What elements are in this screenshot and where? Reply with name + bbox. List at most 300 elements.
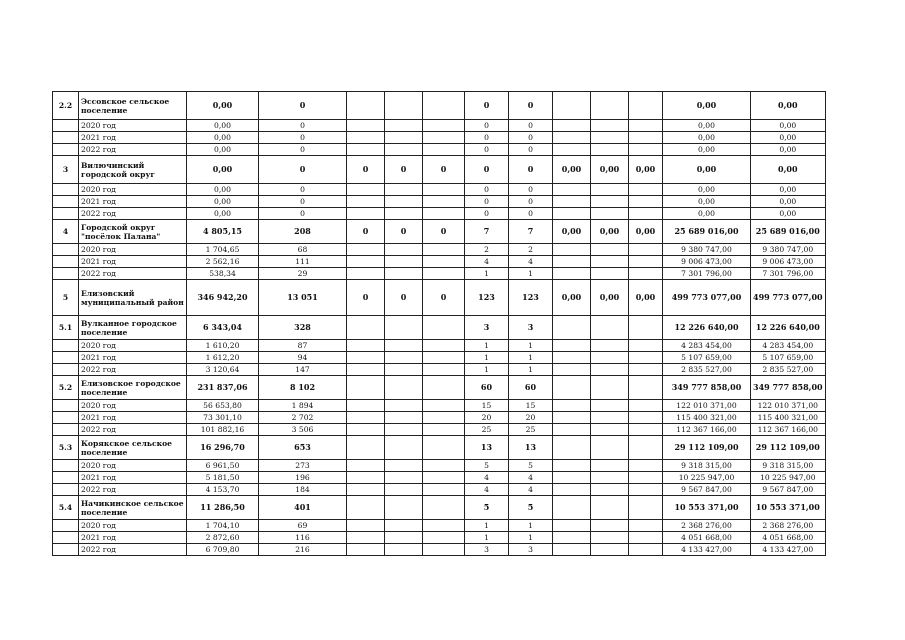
value-cell: 4 xyxy=(465,472,509,484)
name-cell: Корякское сельское поселение xyxy=(79,436,187,460)
value-cell xyxy=(591,412,629,424)
name-cell: Городской округ "посёлок Палана" xyxy=(79,220,187,244)
value-cell xyxy=(385,412,423,424)
value-cell xyxy=(385,196,423,208)
value-cell: 9 567 847,00 xyxy=(751,484,826,496)
value-cell xyxy=(591,256,629,268)
value-cell xyxy=(347,376,385,400)
value-cell xyxy=(385,256,423,268)
value-cell: 123 xyxy=(465,280,509,316)
value-cell xyxy=(385,520,423,532)
value-cell xyxy=(385,424,423,436)
value-cell xyxy=(629,132,663,144)
value-cell xyxy=(591,316,629,340)
table-row-year xyxy=(53,184,826,196)
value-cell: 401 xyxy=(259,496,347,520)
table-row-year xyxy=(53,460,826,472)
value-cell: 147 xyxy=(259,364,347,376)
value-cell: 1 612,20 xyxy=(187,352,259,364)
value-cell xyxy=(347,316,385,340)
table-row-municipality xyxy=(53,496,826,520)
value-cell xyxy=(385,144,423,156)
value-cell: 116 xyxy=(259,532,347,544)
row-number-cell xyxy=(53,472,79,484)
value-cell: 0 xyxy=(465,156,509,184)
value-cell: 3 xyxy=(465,316,509,340)
row-number-cell: 3 xyxy=(53,156,79,184)
value-cell: 9 006 473,00 xyxy=(663,256,751,268)
name-cell: 2022 год xyxy=(79,144,187,156)
housing-program-table xyxy=(52,91,826,556)
value-cell xyxy=(423,364,465,376)
value-cell: 0,00 xyxy=(629,280,663,316)
value-cell xyxy=(629,484,663,496)
value-cell: 2 835 527,00 xyxy=(663,364,751,376)
table-row-year xyxy=(53,340,826,352)
value-cell xyxy=(385,340,423,352)
row-number-cell xyxy=(53,364,79,376)
value-cell xyxy=(553,340,591,352)
value-cell xyxy=(423,520,465,532)
value-cell: 0,00 xyxy=(751,120,826,132)
value-cell xyxy=(553,472,591,484)
value-cell: 10 225 947,00 xyxy=(663,472,751,484)
name-cell: Елизовское городское поселение xyxy=(79,376,187,400)
value-cell: 0 xyxy=(259,184,347,196)
value-cell xyxy=(423,132,465,144)
value-cell: 0,00 xyxy=(187,184,259,196)
value-cell xyxy=(553,544,591,556)
name-cell: 2021 год xyxy=(79,472,187,484)
table-body xyxy=(53,92,826,556)
value-cell: 0 xyxy=(347,280,385,316)
value-cell: 20 xyxy=(509,412,553,424)
value-cell: 0 xyxy=(347,220,385,244)
table-row-municipality xyxy=(53,280,826,316)
value-cell: 3 xyxy=(465,544,509,556)
value-cell xyxy=(591,132,629,144)
value-cell: 0 xyxy=(465,184,509,196)
value-cell: 10 225 947,00 xyxy=(751,472,826,484)
value-cell xyxy=(347,132,385,144)
value-cell xyxy=(423,256,465,268)
value-cell xyxy=(423,184,465,196)
table-row-municipality xyxy=(53,436,826,460)
value-cell xyxy=(423,316,465,340)
value-cell: 349 777 858,00 xyxy=(663,376,751,400)
value-cell: 0,00 xyxy=(187,120,259,132)
name-cell: 2020 год xyxy=(79,120,187,132)
row-number-cell xyxy=(53,532,79,544)
row-number-cell xyxy=(53,268,79,280)
value-cell xyxy=(591,364,629,376)
value-cell xyxy=(347,92,385,120)
value-cell: 328 xyxy=(259,316,347,340)
value-cell xyxy=(553,412,591,424)
name-cell: 2020 год xyxy=(79,400,187,412)
table-row-municipality xyxy=(53,220,826,244)
value-cell xyxy=(591,544,629,556)
table-row-municipality xyxy=(53,316,826,340)
row-number-cell: 5.3 xyxy=(53,436,79,460)
value-cell xyxy=(629,120,663,132)
name-cell: Начикинское сельское поселение xyxy=(79,496,187,520)
value-cell: 1 xyxy=(465,268,509,280)
value-cell xyxy=(629,340,663,352)
value-cell xyxy=(553,424,591,436)
value-cell xyxy=(553,256,591,268)
value-cell: 0 xyxy=(259,144,347,156)
value-cell xyxy=(347,472,385,484)
value-cell xyxy=(423,484,465,496)
value-cell: 5 107 659,00 xyxy=(663,352,751,364)
value-cell xyxy=(629,92,663,120)
value-cell: 1 xyxy=(509,352,553,364)
table-row-municipality xyxy=(53,376,826,400)
value-cell: 0 xyxy=(259,156,347,184)
value-cell: 1 xyxy=(465,352,509,364)
value-cell xyxy=(423,208,465,220)
value-cell: 0 xyxy=(465,208,509,220)
value-cell xyxy=(591,340,629,352)
table-row-year xyxy=(53,424,826,436)
value-cell: 9 318 315,00 xyxy=(751,460,826,472)
row-number-cell xyxy=(53,208,79,220)
row-number-cell xyxy=(53,352,79,364)
value-cell xyxy=(385,436,423,460)
value-cell xyxy=(385,400,423,412)
row-number-cell: 5 xyxy=(53,280,79,316)
value-cell: 0 xyxy=(259,132,347,144)
value-cell: 0 xyxy=(465,144,509,156)
table-row-year xyxy=(53,208,826,220)
value-cell: 0 xyxy=(385,280,423,316)
value-cell xyxy=(347,496,385,520)
value-cell: 2 835 527,00 xyxy=(751,364,826,376)
value-cell xyxy=(385,472,423,484)
value-cell: 112 367 166,00 xyxy=(663,424,751,436)
value-cell: 11 286,50 xyxy=(187,496,259,520)
value-cell xyxy=(591,520,629,532)
value-cell xyxy=(553,460,591,472)
value-cell xyxy=(423,376,465,400)
value-cell xyxy=(347,520,385,532)
name-cell: 2022 год xyxy=(79,208,187,220)
value-cell xyxy=(385,352,423,364)
value-cell: 349 777 858,00 xyxy=(751,376,826,400)
value-cell: 0,00 xyxy=(751,132,826,144)
value-cell xyxy=(423,92,465,120)
table-row-year xyxy=(53,244,826,256)
row-number-cell xyxy=(53,196,79,208)
value-cell: 2 368 276,00 xyxy=(751,520,826,532)
value-cell xyxy=(629,352,663,364)
table-row-municipality xyxy=(53,92,826,120)
value-cell: 0 xyxy=(423,280,465,316)
value-cell xyxy=(629,376,663,400)
value-cell: 208 xyxy=(259,220,347,244)
value-cell: 69 xyxy=(259,520,347,532)
value-cell: 20 xyxy=(465,412,509,424)
value-cell: 1 xyxy=(465,532,509,544)
name-cell: 2022 год xyxy=(79,484,187,496)
value-cell xyxy=(629,472,663,484)
value-cell xyxy=(347,268,385,280)
value-cell: 499 773 077,00 xyxy=(751,280,826,316)
table-row-year xyxy=(53,132,826,144)
value-cell xyxy=(553,120,591,132)
value-cell xyxy=(553,436,591,460)
value-cell xyxy=(385,532,423,544)
value-cell: 0,00 xyxy=(553,220,591,244)
value-cell: 3 506 xyxy=(259,424,347,436)
row-number-cell: 4 xyxy=(53,220,79,244)
value-cell xyxy=(385,544,423,556)
name-cell: 2020 год xyxy=(79,460,187,472)
value-cell: 60 xyxy=(465,376,509,400)
value-cell xyxy=(629,196,663,208)
value-cell: 0 xyxy=(509,92,553,120)
value-cell xyxy=(591,496,629,520)
value-cell: 4 283 454,00 xyxy=(751,340,826,352)
value-cell: 112 367 166,00 xyxy=(751,424,826,436)
value-cell: 0 xyxy=(509,184,553,196)
value-cell: 0,00 xyxy=(751,156,826,184)
name-cell: Вулканное городское поселение xyxy=(79,316,187,340)
value-cell xyxy=(385,132,423,144)
value-cell: 73 301,10 xyxy=(187,412,259,424)
value-cell: 123 xyxy=(509,280,553,316)
value-cell: 653 xyxy=(259,436,347,460)
value-cell: 5 xyxy=(465,496,509,520)
value-cell xyxy=(629,400,663,412)
value-cell: 1 894 xyxy=(259,400,347,412)
table-row-year xyxy=(53,484,826,496)
value-cell xyxy=(629,544,663,556)
value-cell: 1 610,20 xyxy=(187,340,259,352)
value-cell: 0,00 xyxy=(663,184,751,196)
value-cell: 0,00 xyxy=(751,92,826,120)
table-row-year xyxy=(53,520,826,532)
value-cell: 4 xyxy=(509,256,553,268)
value-cell xyxy=(553,400,591,412)
value-cell xyxy=(385,496,423,520)
value-cell xyxy=(553,268,591,280)
value-cell: 13 xyxy=(509,436,553,460)
value-cell xyxy=(347,120,385,132)
value-cell: 0,00 xyxy=(591,156,629,184)
table-row-year xyxy=(53,196,826,208)
value-cell: 0 xyxy=(509,196,553,208)
value-cell xyxy=(423,472,465,484)
value-cell xyxy=(347,340,385,352)
value-cell: 4 051 668,00 xyxy=(663,532,751,544)
name-cell: 2021 год xyxy=(79,256,187,268)
table-row-year xyxy=(53,532,826,544)
value-cell xyxy=(629,268,663,280)
value-cell xyxy=(591,144,629,156)
value-cell xyxy=(553,520,591,532)
value-cell: 94 xyxy=(259,352,347,364)
table-row-year xyxy=(53,412,826,424)
value-cell xyxy=(347,544,385,556)
value-cell: 0 xyxy=(259,120,347,132)
row-number-cell xyxy=(53,520,79,532)
value-cell xyxy=(591,92,629,120)
row-number-cell xyxy=(53,132,79,144)
value-cell xyxy=(385,268,423,280)
value-cell xyxy=(423,340,465,352)
value-cell: 0 xyxy=(465,132,509,144)
value-cell xyxy=(423,244,465,256)
value-cell xyxy=(591,460,629,472)
value-cell: 538,34 xyxy=(187,268,259,280)
value-cell xyxy=(629,520,663,532)
value-cell: 2 872,60 xyxy=(187,532,259,544)
value-cell: 0,00 xyxy=(663,120,751,132)
value-cell: 0,00 xyxy=(187,208,259,220)
value-cell: 0 xyxy=(509,132,553,144)
value-cell xyxy=(629,244,663,256)
value-cell xyxy=(423,196,465,208)
row-number-cell xyxy=(53,340,79,352)
value-cell: 0,00 xyxy=(187,156,259,184)
value-cell: 0,00 xyxy=(553,156,591,184)
value-cell xyxy=(553,208,591,220)
value-cell xyxy=(629,256,663,268)
name-cell: 2021 год xyxy=(79,132,187,144)
value-cell: 0 xyxy=(465,120,509,132)
value-cell xyxy=(347,364,385,376)
value-cell xyxy=(347,352,385,364)
table-row-municipality xyxy=(53,156,826,184)
value-cell: 0,00 xyxy=(187,132,259,144)
table-row-year xyxy=(53,472,826,484)
value-cell xyxy=(591,196,629,208)
row-number-cell: 5.1 xyxy=(53,316,79,340)
value-cell: 0,00 xyxy=(187,196,259,208)
value-cell: 4 153,70 xyxy=(187,484,259,496)
value-cell: 2 368 276,00 xyxy=(663,520,751,532)
name-cell: 2020 год xyxy=(79,340,187,352)
value-cell: 0 xyxy=(509,144,553,156)
value-cell xyxy=(423,424,465,436)
value-cell xyxy=(553,364,591,376)
value-cell: 13 xyxy=(465,436,509,460)
value-cell: 25 xyxy=(465,424,509,436)
value-cell xyxy=(347,436,385,460)
value-cell: 1 xyxy=(509,532,553,544)
name-cell: 2021 год xyxy=(79,412,187,424)
table-row-year xyxy=(53,144,826,156)
row-number-cell xyxy=(53,544,79,556)
table-row-year xyxy=(53,268,826,280)
value-cell: 9 380 747,00 xyxy=(751,244,826,256)
value-cell: 115 400 321,00 xyxy=(663,412,751,424)
value-cell: 0,00 xyxy=(751,208,826,220)
value-cell: 7 301 796,00 xyxy=(751,268,826,280)
value-cell xyxy=(347,532,385,544)
value-cell: 0 xyxy=(423,220,465,244)
value-cell: 15 xyxy=(509,400,553,412)
value-cell: 10 553 371,00 xyxy=(751,496,826,520)
name-cell: 2021 год xyxy=(79,532,187,544)
value-cell: 10 553 371,00 xyxy=(663,496,751,520)
value-cell xyxy=(591,532,629,544)
value-cell: 216 xyxy=(259,544,347,556)
name-cell: 2022 год xyxy=(79,424,187,436)
row-number-cell xyxy=(53,120,79,132)
value-cell xyxy=(385,244,423,256)
name-cell: 2020 год xyxy=(79,184,187,196)
value-cell: 499 773 077,00 xyxy=(663,280,751,316)
value-cell: 15 xyxy=(465,400,509,412)
value-cell: 0 xyxy=(509,120,553,132)
table-row-year xyxy=(53,352,826,364)
value-cell: 0,00 xyxy=(591,220,629,244)
value-cell xyxy=(629,144,663,156)
value-cell xyxy=(553,144,591,156)
value-cell xyxy=(423,436,465,460)
value-cell: 1 xyxy=(465,520,509,532)
value-cell xyxy=(553,532,591,544)
value-cell: 6 709,80 xyxy=(187,544,259,556)
name-cell: 2020 год xyxy=(79,520,187,532)
value-cell: 56 653,80 xyxy=(187,400,259,412)
value-cell xyxy=(423,412,465,424)
value-cell: 25 xyxy=(509,424,553,436)
value-cell: 0 xyxy=(465,196,509,208)
value-cell: 1 xyxy=(465,340,509,352)
value-cell xyxy=(347,460,385,472)
name-cell: 2022 год xyxy=(79,268,187,280)
value-cell: 0 xyxy=(509,208,553,220)
value-cell: 0,00 xyxy=(663,144,751,156)
value-cell xyxy=(423,352,465,364)
value-cell: 4 805,15 xyxy=(187,220,259,244)
name-cell: 2021 год xyxy=(79,352,187,364)
value-cell xyxy=(591,436,629,460)
value-cell xyxy=(347,256,385,268)
value-cell: 5 xyxy=(509,460,553,472)
value-cell: 0 xyxy=(347,156,385,184)
value-cell xyxy=(553,244,591,256)
value-cell xyxy=(553,484,591,496)
value-cell: 0,00 xyxy=(663,92,751,120)
value-cell xyxy=(347,144,385,156)
value-cell: 29 xyxy=(259,268,347,280)
value-cell xyxy=(591,268,629,280)
value-cell xyxy=(385,460,423,472)
value-cell: 4 xyxy=(465,484,509,496)
row-number-cell xyxy=(53,244,79,256)
value-cell: 1 xyxy=(509,340,553,352)
value-cell xyxy=(591,484,629,496)
value-cell: 0,00 xyxy=(663,156,751,184)
value-cell: 4 133 427,00 xyxy=(663,544,751,556)
value-cell: 3 120,64 xyxy=(187,364,259,376)
value-cell: 122 010 371,00 xyxy=(751,400,826,412)
value-cell: 13 051 xyxy=(259,280,347,316)
value-cell: 0,00 xyxy=(751,184,826,196)
value-cell: 7 xyxy=(509,220,553,244)
value-cell: 0,00 xyxy=(751,196,826,208)
value-cell: 9 380 747,00 xyxy=(663,244,751,256)
value-cell: 346 942,20 xyxy=(187,280,259,316)
value-cell: 12 226 640,00 xyxy=(663,316,751,340)
name-cell: Вилючинский городской округ xyxy=(79,156,187,184)
value-cell: 1 704,10 xyxy=(187,520,259,532)
